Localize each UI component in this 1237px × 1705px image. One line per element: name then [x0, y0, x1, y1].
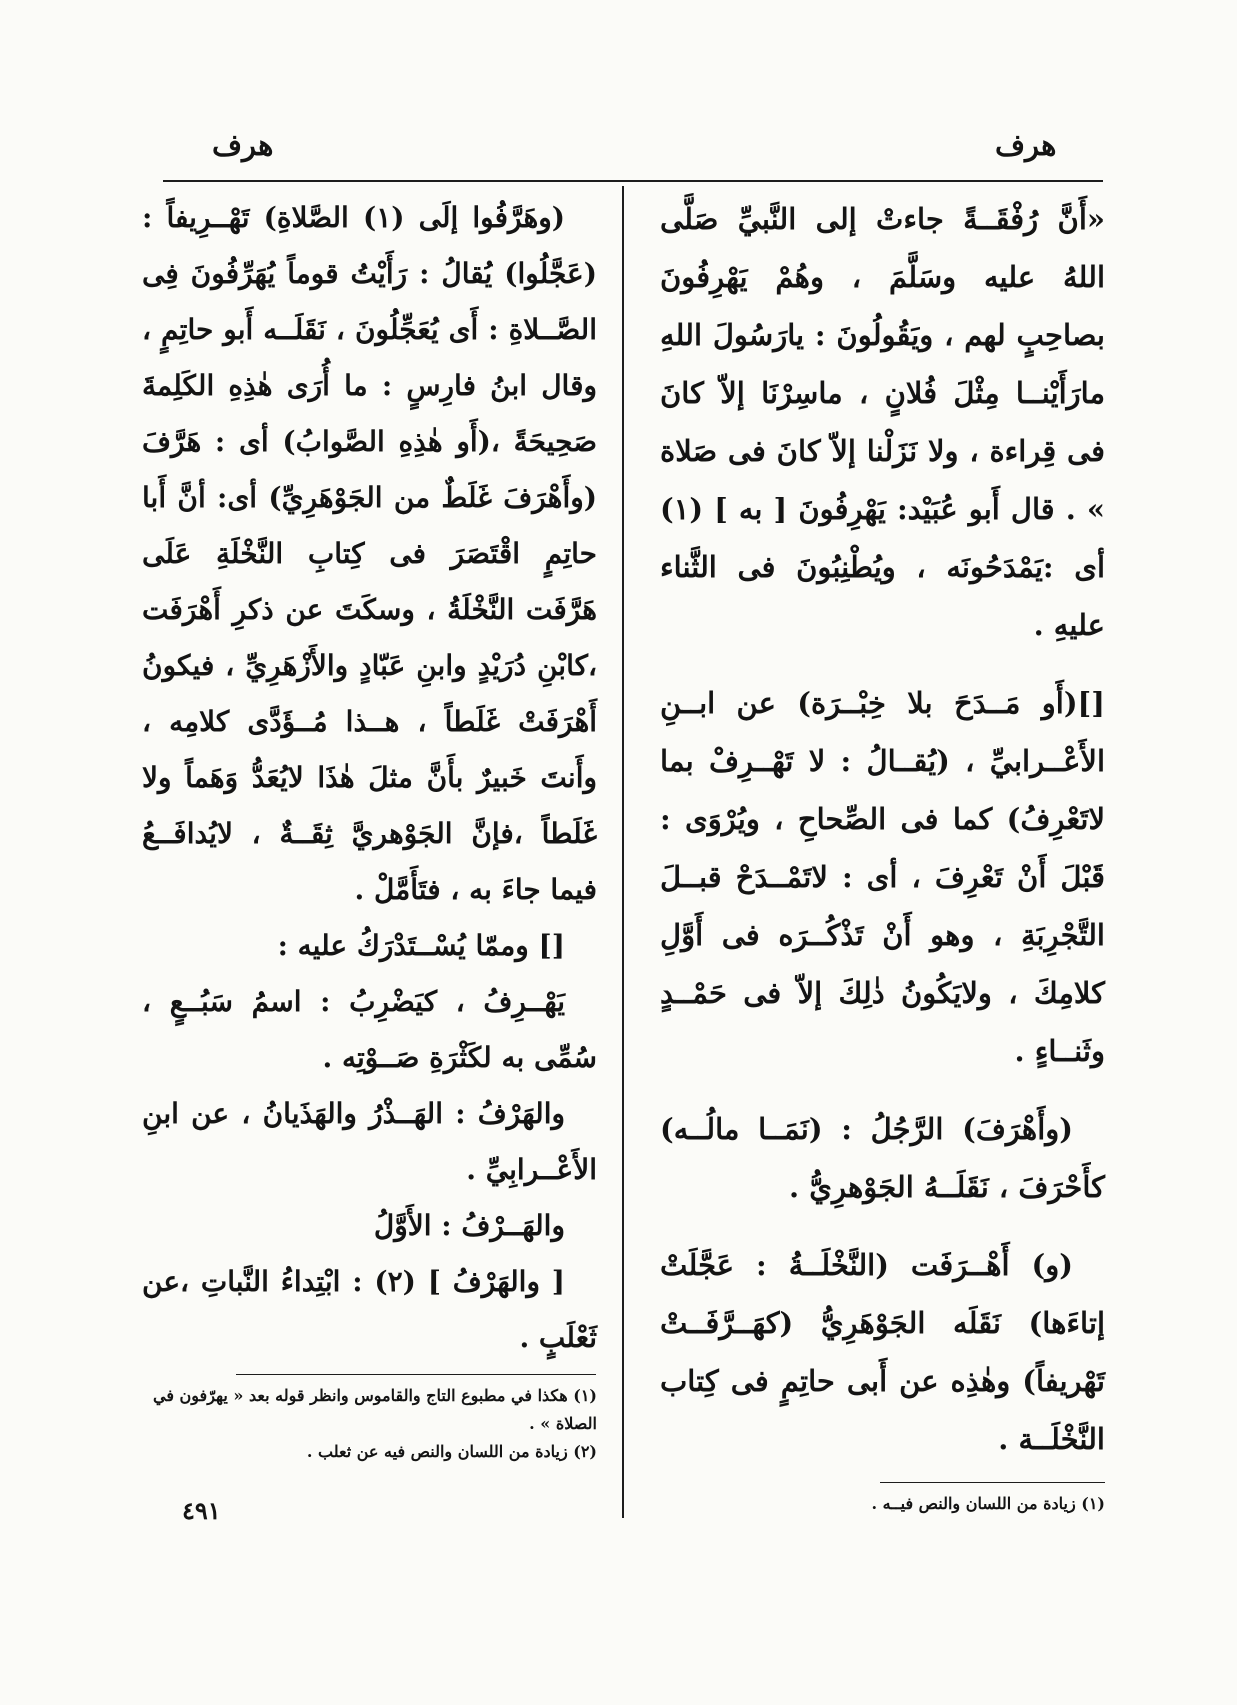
right-footnote-separator	[880, 1482, 1105, 1483]
left-paragraph-1: (وهَرَّفُوا إلَى (١) الصَّلاةِ) تَهْــرِيفاً : (عَجَّلُوا) يُقالُ : رَأَيْتُ قوماً يُهَرِّفُونَ فِى الصَّــلاةِ : أَى يُعَجِّلُونَ ، نَقَلَــه أَبو حاتِمٍ ، وقال ابنُ فارِسٍ : ما أُرَى هٰذِهِ الكَلِمةَ صَحِيحَةً ،(أَو هٰذِهِ الصَّوابُ) أى : هَرَّفَ (وأَهْرَفَ غَلَطٌ من الجَوْهَرِيِّ) أى: أنَّ أَبا حاتِمٍ اقْتَصَرَ فى كِتابِ النَّخْلَةِ عَلَى هَرَّفَت النَّخْلَةُ ، وسكَتَ عن ذكرِ أَهْرَفَت ،كابْنِ دُرَيْدٍ وابنِ عَبّادٍ والأَزْهَرِيِّ ، فيكونُ أَهْرَفَتْ غَلَطاً ، هــذا مُــؤَدَّى كلامِه ، وأَنتَ خَبيرٌ بأَنَّ مثلَ هٰذَا لايُعَدُّ وَهَماً ولا غَلَطاً ،فإنَّ الجَوْهريَّ ثِقَــةٌ ، لايُدافَــعُ فيما جاءَ به ، فتَأَمَّلْ .	[142, 201, 597, 906]
left-footnote-separator	[236, 1374, 596, 1375]
left-column	[142, 190, 597, 1366]
left-paragraph-2: [] وممّا يُسْــتَدْرَكُ عليه :	[277, 929, 565, 962]
right-footnote-1: (١) زيادة من اللسان والنص فيــه .	[871, 1494, 1105, 1513]
left-paragraph-3: يَهْــرِفُ ، كيَضْرِبُ : اسمُ سَبُــعٍ ، سُمِّى به لكَثْرَةِ صَــوْتِه .	[142, 985, 597, 1074]
page-number: ٤٩١	[182, 1496, 221, 1525]
right-footnotes	[660, 1490, 1105, 1518]
right-paragraph-3: (وأَهْرَفَ) الرَّجُلُ : (نَمَــا مالُــه) كأَحْرَفَ ، نَقَلَــهُ الجَوْهرِيُّ .	[660, 1112, 1105, 1204]
right-paragraph-4: (و) أَهْــرَفَت (النَّخْلَــةُ : عَجَّلَتْ إتاءَها) نَقَلَه الجَوْهَرِيُّ (كهَــرَّفَــتْ تَهْريفاً) وهٰذِه عن أَبى حاتِمٍ فى كِتاب النَّخْلَــة .	[660, 1248, 1105, 1456]
right-column	[660, 190, 1105, 1468]
page-header-left: هرف	[212, 128, 274, 162]
left-footnote-1: (١) هكذا في مطبوع التاج والقاموس وانظر قوله بعد « يهرّفون في الصلاة » .	[152, 1386, 597, 1433]
left-footnote-2: (٢) زيادة من اللسان والنص فيه عن ثعلب .	[306, 1442, 597, 1461]
right-paragraph-2: []‌(أَو مَــدَحَ بلا خِبْــرَة) عن ابــنِ الأَعْــرابيِّ ، (يُقــالُ : لا تَهْــرِفْ بما لاتَعْرِفُ) كما فى الصِّحاحِ ، ويُرْوَى : قَبْلَ أَنْ تَعْرِفَ ، أى : لاتَمْــدَحْ قبــلَ التَّجْرِبَةِ ، وهو أَنْ تَذْكُــرَه فى أَوَّلِ كلامِكَ ، ولايَكُونُ ذٰلِكَ إلاّ فى حَمْــدٍ وثَنــاءٍ .	[660, 686, 1105, 1068]
right-paragraph-1: «أَنَّ رُفْقَــةً جاءتْ إلى النَّبيِّ صَلَّى اللهُ عليه وسَلَّمَ ، وهُمْ يَهْرِفُونَ بصاحِبٍ لهم ، ويَقُولُونَ : يارَسُولَ اللهِ مارَأَيْنــا مِثْلَ فُلانٍ ، ماسِرْنَا إلاّ كانَ فى قِراءة ، ولا نَزَلْنا إلاّ كانَ فى صَلاة » . قال أَبو عُبَيْد: يَهْرِفُونَ [ به ] (١) أى :يَمْدَحُونَه ، ويُطْنِبُونَ فى الثَّناء عليهِ .	[660, 202, 1105, 642]
column-divider	[622, 186, 624, 1518]
left-paragraph-6: [ والهَرْفُ ] (٢) : ابْتِداءُ النَّباتِ ،عن ثَعْلَبٍ .	[142, 1265, 597, 1354]
left-footnotes	[142, 1382, 597, 1466]
left-paragraph-5: والهَــرْفُ : الأَوَّلُ	[373, 1209, 565, 1242]
left-paragraph-4: والهَرْفُ : الهَــذْرُ والهَذَيانُ ، عن ابنِ الأَعْــرابِيِّ .	[142, 1097, 597, 1186]
header-rule	[163, 180, 1103, 182]
page-header-right: هرف	[995, 128, 1057, 162]
